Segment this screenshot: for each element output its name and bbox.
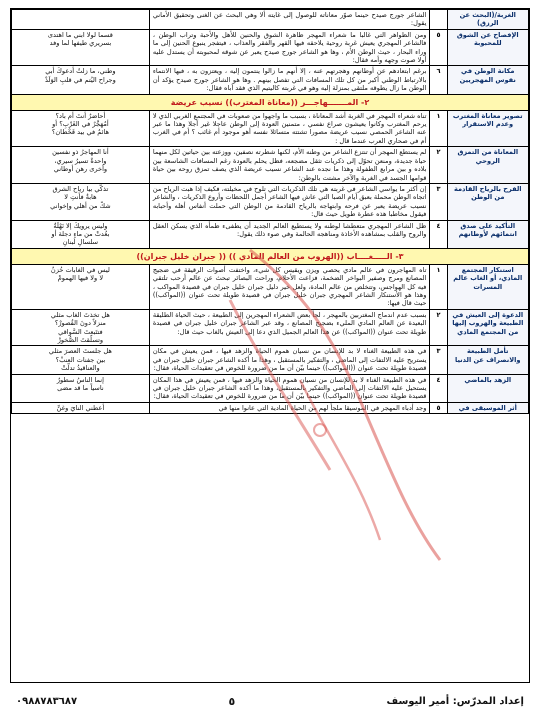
table-row: [12, 346, 529, 374]
poem-line: وجراح اليُتم في قلبِ الوَلَدْ: [45, 75, 116, 84]
footer-author: إعداد المدرّس: أمير اليوسف: [386, 695, 524, 707]
poem-line: أعطني النايَ وغنِّ: [56, 403, 105, 412]
row-number: ٤: [430, 374, 447, 402]
section-two: [12, 94, 529, 110]
poem-line: لا ولا فيها الهمومْ: [57, 274, 104, 283]
section-title: ٢- المـــــــهاجـــر ((معاناة المغترب)) نسيب عريضة: [12, 94, 529, 110]
row-poem: [12, 402, 150, 413]
poem-line: ليس في الغابات حُزنٌ: [50, 265, 110, 274]
row-title: الفرح بالرياح القادمة من الوطن: [447, 183, 528, 220]
row-explanation: في هذه الطبيعة الغناء لا بد للإنسان من نسيان هموم الحياة والزهد فيها ، فمن يعيش في مكان يستريح عليه الالتفات إلى الماضي ، والتفكير بالمستقبل ، وهذا ما أكده الشاعر جبران خليل جبران في قصيدة طويلة تحت عنوان ((المواكب)) حينما بيّن أن ما من ضرورة للخوض في تعقيدات الحياة، فقال:: [149, 346, 430, 374]
row-title: التأكيد على صدق انتمائهم لأوطانهم: [447, 220, 528, 248]
table-row: [12, 220, 529, 248]
table-row: [12, 264, 529, 309]
poem-line: هابةٌ فأنتِ لا: [64, 193, 97, 202]
footer-phone: ٠٩٨٨٧٨٣٦٨٧: [16, 695, 78, 707]
poem-line: وتسلّقتَ الصُّخورْ: [57, 336, 104, 344]
row-poem: [12, 147, 150, 184]
row-explanation: تاه المهاجرون في عالم مادي يحصي ويزن ويقيس كل شيء، واختفت أصوات الرقيقة في ضجيج المصانع ومرج وصفير البواخر الضخمة، فزاعت الأحلام، وراحت البصائر تبحث عن عالم أرحب تلتقي فيه كل الهواجس، وتتخلص من عالم المادة، ولعل خير دليل جبران خليل جبران في قصيدة المواكب ، وهذا هو الأستنكار الشاعر المهجري جبران خليل جبران في قصيدة طويلة تحت عنوان ((المواكب)) حيث قال فيها:: [149, 264, 430, 309]
section-title: ٣- الـــــغــــاب ((الهروب من العالم المادي )) (( جبران خليل جبران)): [12, 248, 529, 264]
poem-line: سلسالِ لُبنانِ: [62, 238, 99, 247]
row-poem: [12, 29, 150, 66]
row-number: ٤: [430, 220, 447, 248]
poem-line: فتتَبعتَ السَّواقي: [58, 327, 103, 336]
row-number: ١: [430, 264, 447, 309]
row-title: مكانة الوطن في نفوس المهجريين: [447, 66, 528, 94]
table-row: [12, 183, 529, 220]
poem-line: منزلاً دونَ القُصورْ؟: [54, 319, 106, 328]
poem-line: هائمٌ في بيد قَحْطان؟: [51, 128, 109, 137]
row-number: ١: [430, 110, 447, 147]
row-poem: [12, 374, 150, 402]
row-poem: [12, 110, 150, 147]
poem-line: وطني، ما زلتُ أدعوكَ أبي: [45, 67, 116, 76]
poem-line: واحدةٌ تسيرُ سيري،: [54, 156, 107, 165]
row-title: الإفصاح عن الشوق للمحبوبة: [447, 29, 528, 66]
poem-line: هل جلستَ العصرَ مثلي: [48, 347, 112, 356]
poem-line: قسما لولا ابني ما اهتدى: [47, 30, 113, 39]
table-body-bot: [12, 264, 529, 414]
row-poem: [12, 309, 150, 346]
section-header-ghab: [12, 248, 529, 264]
row-title: تصوير معاناة المغترب وعدم الاستقرار: [447, 110, 528, 147]
row-poem: [12, 66, 150, 94]
row-title: المعاناة من التمزق الروحي: [447, 147, 528, 184]
poem-line: بين جفنات العنبْ؟: [55, 355, 106, 364]
poem-line: والعناقيدُ تدلّتْ: [61, 364, 100, 373]
row-explanation: إن أكثر ما يواسي الشاعر في غربته هي تلك الذكريات التي تلوح في مخيلته، فكيف إذا هبت الرياح من اتجاه الوطن محملة بعبق أيام الصبا التي عاش فيها الشاعر أجمل اللحظات وأروع الذكريات ، والشاعر نسيب عريضة يعبر عن فرحه وابتهاجه بالرياح القادمة من الوطن التي حملت أنفاس أهله وأحبابه فيقول مخاطبا هذه عطرة طويل حيث قال:: [149, 183, 430, 220]
row-number: ٢: [430, 147, 447, 184]
row-explanation: الشاعر جورج صيدح حينما صوّر معاناته للوصول إلى غايته ألا وهي البحث عن الغنى وتحقيق الأماني يقول:: [149, 10, 430, 30]
table-body-mid: [12, 110, 529, 248]
row-title: استنكار المجتمع المادي، أو الغاب عالم المسرات: [447, 264, 528, 309]
row-poem: [12, 220, 150, 248]
row-poem: [12, 10, 150, 30]
row-title: الزهد بالماضي: [447, 374, 528, 402]
row-explanation: تناه شعراء المهجر في الغربة أشد المعاناة ، بسبب ما واجهوا من صعوبات في المجتمع الغربي الذي لا يرحم المغترب وكانوا يعيشون صراع نفسي ، متمنين العودة إلى الوطن عاجلا غير آجلا وهذا ما عبر عنه الشاعر الحمصي نسيب عريضة مصورا تشتته متسائلا نفسه أهو موجود أم غائب ؟ أم في الغرب أم في صحاري العرب عندما قال :: [149, 110, 430, 147]
row-title: تأمل الطبيعة والانصراف عن الدنيا: [447, 346, 528, 374]
row-number: ٥: [430, 402, 447, 413]
poem-line: إنما الناسُ سطورٌ: [56, 375, 104, 384]
row-number: ٣: [430, 183, 447, 220]
document-page: [10, 8, 530, 683]
table-row: [12, 147, 529, 184]
poem-line: أحاضرٌ أنتَ أم باد؟: [55, 111, 106, 120]
poem-line: بعُدتْ من ماء دجلة أو: [51, 229, 110, 238]
row-number: ٢: [430, 309, 447, 346]
row-number: ٣: [430, 346, 447, 374]
content-table: [11, 9, 529, 414]
poem-line: تذكّي بيا رياح الشرق: [52, 184, 109, 193]
poem-line: وليس يرويكَ إلا نَهْلَةٌ: [53, 221, 108, 230]
poem-line: وأخرى رهن أوطاني: [53, 165, 108, 174]
table-row: [12, 110, 529, 147]
footer-page-number: ٥: [228, 694, 236, 708]
poem-line: أنا المهاجرُ ذو نفسين: [52, 148, 109, 157]
poem-line: شكّ من أهلي وإخواني: [50, 201, 111, 210]
poem-line: بسريري طيفها لما وفد: [49, 39, 112, 48]
row-poem: [12, 346, 150, 374]
poem-line: أمُهَجَّرٌ في الغَرْبِ؟ أو: [52, 120, 109, 129]
poem-line: ناسياً ما قد مضى: [57, 384, 104, 393]
table-row: [12, 10, 529, 30]
row-title: الدعوة إلى العيش في الطبيعة والهروب إليها من المجتمع المادي: [447, 309, 528, 346]
row-explanation: لم يستطع المهجر أن تنتزع الشاعر من وطنه الأم، لكنها شطرته نصفين، ووزعته بين حياتين لكل منهما حياة جديدة، ومنعن تحوّل إلى ذكريات تثقل مضجعه، فظل يحلم بالعودة رغم المسافات الشاسعة بين بلاده و بين مرابع الطفولة وهذا ما نجده عند الشاعر نسيب عريضة الذي يصف تمزق روحه بين حياة قوامها الجسد في الغربة والآخر مشتت بالوطن:: [149, 147, 430, 184]
table-body-top: [12, 10, 529, 95]
row-explanation: ومن الظواهر التي غالبا ما شعراء المهجر ظاهرة الشوق والحنين للأهل والأحبة وتراب الوطن ، فالشاعر المهجري يعيش غربة روحية يلاحقه فيها القهر والفقر والعذاب ، فيتفجر ينبوع الحنين إلى ما وراء البحار ، حيث الوطن الأم ، وها هو الشاعر جورج صيدح يعبر عن شوقه لمحبوبته أن يستدل عليه أولا صوت وجهه وأمه فقال:: [149, 29, 430, 66]
row-explanation: ظل الشاعر المهجري متعطشا لوطنه ولا يستطيع العالم الجديد أن يطفىء ظمأه الذي يسكن العقل والروح والقلب بمشاهده الأخاذة ومناهجه الحالمة وفي صوء ذلك يقول:: [149, 220, 430, 248]
table-row: [12, 309, 529, 346]
row-explanation: في هذه الطبيعة الغناء لا بد للإنسان من نسيان هموم الحياة والزهد فيها ، فمن يعيش في هذا المكان يستحيل عليه الالتفات إلى الماضي والتفكير بالمستقبل، وهذا ما أكده الشاعر جبران خليل جبران في قصيدة طويلة تحت عنوان ((المواكب)) حينما بيّن أن ما من ضرورة للخوض في تعقيدات الحياة، فقال:: [149, 374, 430, 402]
section-three: [12, 248, 529, 264]
table-row: [12, 66, 529, 94]
table-row: [12, 374, 529, 402]
page-footer: [10, 690, 530, 712]
row-explanation: بسبب عدم اندماج المغتربين بالمهجر ، لجأ بعض الشعراء المهجرين إلى الطبيعة ، حيث الحياة الطليقة البعيدة عن العالم المادي المليء بضجيج المصانع ، وقد عبر الشاعر جبران خليل جبران في قصيدة طويلة تحت عنوان ((المواكب)) عن هذا العالم الجميل الذي دعا إلى العيش بالغاب حيث قال:: [149, 309, 430, 346]
row-number: ٥: [430, 29, 447, 66]
row-title: الغربة/(البحث عن الرزق): [447, 10, 528, 30]
row-poem: [12, 183, 150, 220]
poem-line: هل تخذتَ الغاب مثلي: [50, 310, 110, 319]
row-title: أثر الموسيقى في: [447, 402, 528, 413]
row-explanation: وجد أدباء المهجر في الموسيقا ملجأ لهم من الحياة المادية التي عانوا منها في: [149, 402, 430, 413]
row-number: ٦: [430, 66, 447, 94]
table-row: [12, 29, 529, 66]
row-explanation: برغم ابتعادهم عن أوطانهم وهجرتهم عنه ، إلا أنهم ما زالوا ينتمون إليه ، ويعتزون به ، فبها الانتماء بالارتباط الوطني أكبر من كل تلك المسافات التي تفصل بينهم . وها هو الشاعر جورج صيدح يؤكد أن الوطن ما زال يطوقه ملتقى بمنزلة إليه وهو في غربته كاليتيم الذي فقد أباه فقال:: [149, 66, 430, 94]
row-number: [430, 10, 447, 30]
table-row: [12, 402, 529, 413]
section-header-muhajir: [12, 94, 529, 110]
row-poem: [12, 264, 150, 309]
